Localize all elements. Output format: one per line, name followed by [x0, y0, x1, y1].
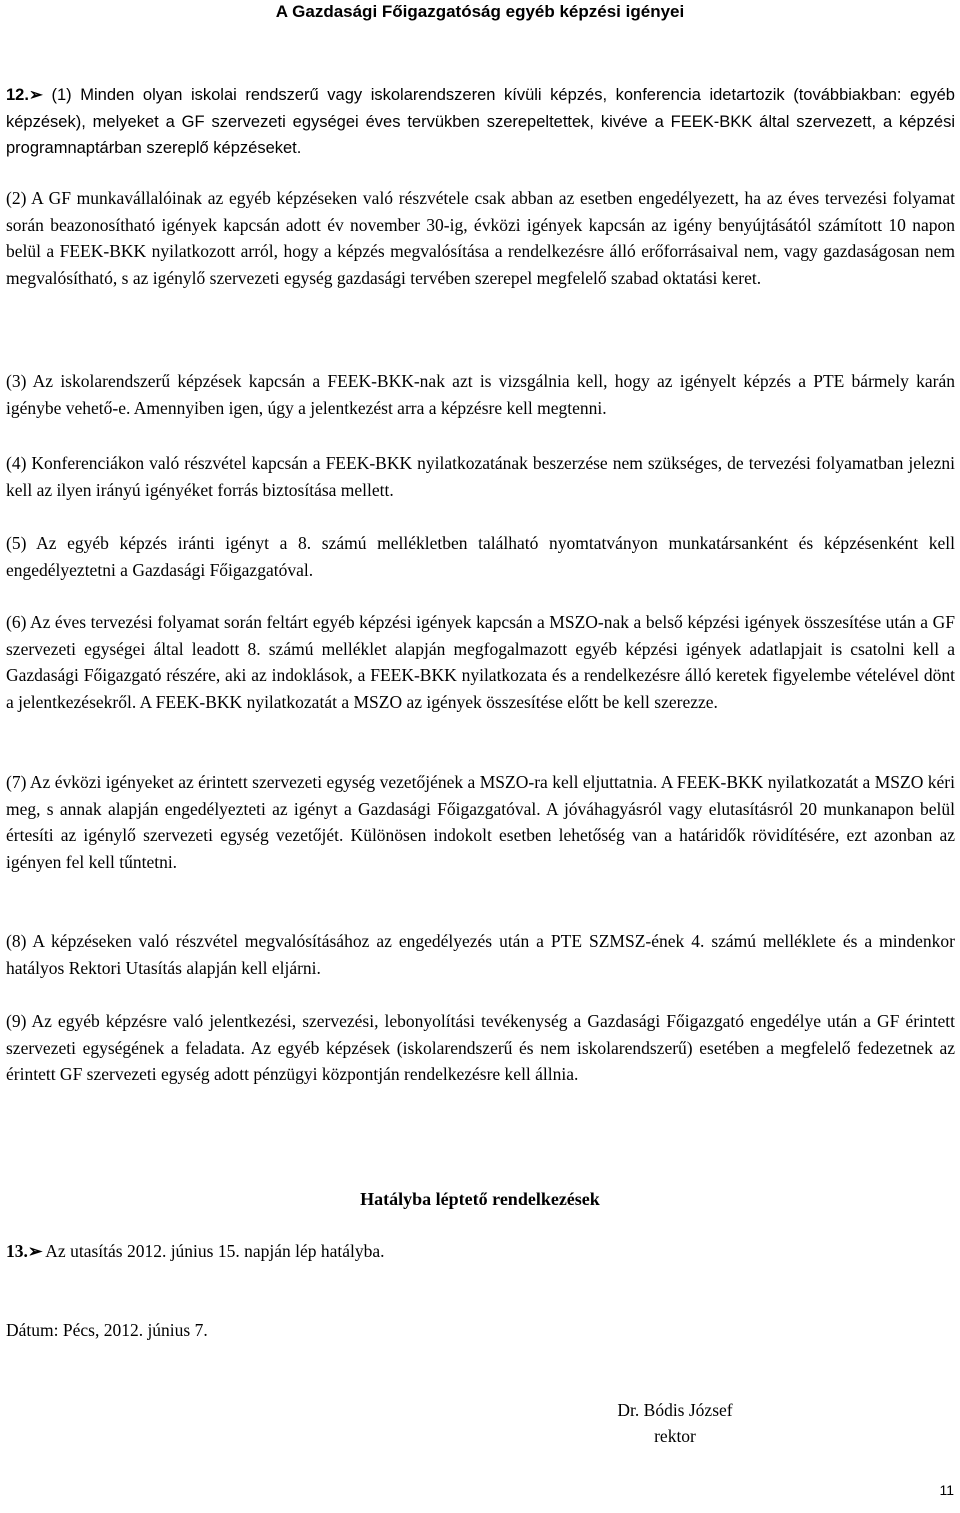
section-number-12: 12.: [6, 86, 29, 104]
paragraph-13-text: Az utasítás 2012. június 15. napján lép hatályba.: [45, 1241, 385, 1261]
paragraph-12-5: (5) Az egyéb képzés iránti igényt a 8. számú mellékletben található nyomtatványon munkatársanként és képzésenként kell engedélyeztetni a Gazdasági Főigazgatóval.: [6, 533, 955, 580]
page-number: 11: [939, 1482, 954, 1498]
section-number-13: 13.: [6, 1241, 28, 1261]
signatory-title: rektor: [654, 1426, 696, 1446]
paragraph-13: [6, 1238, 385, 1264]
paragraph-12-1-text: (1) Minden olyan iskolai rendszerű vagy iskolarendszeren kívüli képzés, konferencia idetartozik (továbbiakban: egyéb képzések), melyeket a GF szervezeti egységei éves tervükben szerepeltettek, kivéve a FEEK-BKK által szervezett, a képzési programnaptárban szereplő képzéseket.: [6, 86, 955, 157]
paragraph-12-2: (2) A GF munkavállalóinak az egyéb képzéseken való részvétele csak abban az esetben engedélyezett, ha az éves tervezési folyamat során beazonosítható igények kapcsán adott év november 30-ig, évközi igények kapcsán az igény benyújtásától számított 10 napon belül a FEEK-BKK nyilatkozott arról, hogy a képzés megvalósítása a rendelkezésre álló erőforrásaival nem, vagy gazdaságosan nem megvalósítható, s az igénylő szervezeti egység gazdasági tervében szerepel megfelelő szabad oktatási keret.: [6, 188, 955, 288]
arrow-bullet-icon: ➢: [29, 86, 43, 104]
paragraph-12-3: (3) Az iskolarendszerű képzések kapcsán a FEEK-BKK-nak azt is vizsgálnia kell, hogy az igényelt képzés a PTE bármely karán igénybe vehető-e. Amennyiben igen, úgy a jelentkezést arra a képzésre kell megtenni.: [6, 371, 955, 418]
paragraph-12-7: (7) Az évközi igényeket az érintett szervezeti egység vezetőjének a MSZO-ra kell eljuttatnia. A FEEK-BKK nyilatkozatát a MSZO kéri meg, s annak alapján engedélyezteti az igényt a Gazdasági Főigazgatóval. A jóváhagyásról vagy elutasításról 20 munkanapon belül értesíti az igénylő szervezeti egység vezetőjét. Különösen indokolt esetben lehetőség van a határidők rövidítésére, ezt azonban az igényen fel kell tűntetni.: [6, 772, 955, 872]
paragraph-12-9: (9) Az egyéb képzésre való jelentkezési, szervezési, lebonyolítási tevékenység a Gazdasági Főigazgató engedélye után a GF érintett szervezeti egységének a feladata. Az egyéb képzések (iskolarendszerű és nem iskolarendszerű) esetében a megfelelő fedezetnek az érintett GF szervezeti egység adott pénzügyi központján rendelkezésre kell állnia.: [6, 1011, 955, 1084]
date-line: Dátum: Pécs, 2012. június 7.: [6, 1320, 208, 1340]
paragraph-12-4: (4) Konferenciákon való részvétel kapcsán a FEEK-BKK nyilatkozatának beszerzése nem szükséges, de tervezési folyamatban jelezni kell az ilyen irányú igényéket forrás biztosítása mellett.: [6, 453, 955, 500]
page-heading: A Gazdasági Főigazgatóság egyéb képzési igényei: [275, 2, 685, 21]
section-heading-effective: Hatályba léptető rendelkezések: [360, 1189, 600, 1209]
arrow-bullet-icon: ➢: [27, 1241, 43, 1261]
paragraph-12-6: (6) Az éves tervezési folyamat során feltárt egyéb képzési igények kapcsán a MSZO-nak a belső képzési igények összesítése után a GF szervezeti egységei által leadott 8. számú melléklet alapján megfogalmazott egyéb képzési igények adatlapjait is csatolni kell a Gazdasági Főigazgató részére, aki az indoklások, a FEEK-BKK nyilatkozata és a rendelkezésre álló keretek figyelembe vételével dönt a jelentkezésekről. A FEEK-BKK nyilatkozatát a MSZO az igények összesítése előtt be kell szerezze.: [6, 612, 955, 712]
paragraph-12-1: [6, 82, 955, 162]
paragraph-12-8: (8) A képzéseken való részvétel megvalósításához az engedélyezés után a PTE SZMSZ-ének 4. számú melléklete és a mindenkor hatályos Rektori Utasítás alapján kell eljárni.: [6, 931, 955, 978]
signatory-name: Dr. Bódis József: [617, 1400, 733, 1420]
